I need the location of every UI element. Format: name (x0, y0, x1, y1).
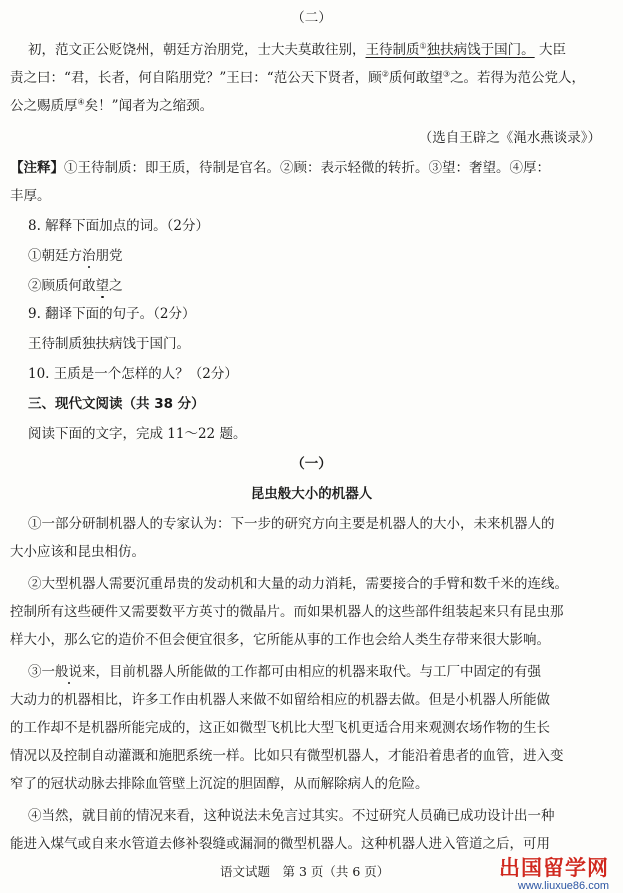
para1-line-2: 大小应该和昆虫相仿。 (10, 544, 145, 560)
para1-line-1: ①一部分研制机器人的专家认为：下一步的研究方向主要是机器人的大小，未来机器人的 (28, 516, 555, 532)
para3-line-5: 窄了的冠状动脉去排除血管壁上沉淀的胆固醇，从而解除病人的危险。 (10, 776, 429, 792)
article-title: 昆虫般大小的机器人 (250, 486, 373, 502)
para2-line-1: ②大型机器人需要沉重昂贵的发动机和大量的动力消耗，需要接合的手臂和数千米的连线。 (28, 576, 568, 592)
reading-instruction: 阅读下面的文字，完成 11～22 题。 (28, 426, 247, 442)
emphasized-phrase: 一般说来 (41, 664, 96, 680)
notes-line-1: 【注释】①王待制质：即王质，待制是官名。②顾：表示轻微的转折。③望：奢望。④厚： (10, 160, 550, 176)
para3-line-3: 的工作却不是机器所能完成的，这正如微型飞机比大型飞机更适合用来观测农场作物的生长 (10, 720, 550, 736)
para4-line-1: ④当然，就目前的情况来看，这种说法未免言过其实。不过研究人员确已成功设计出一种 (28, 808, 555, 824)
para2-line-3: 样大小，那么它的造价不但会便宜很多，它所能从事的工作也会给人类生存带来很大影响。 (10, 632, 550, 648)
notes-line-2: 丰厚。 (10, 188, 51, 204)
question-8-item-1: ①朝廷方治朋党 (28, 248, 123, 264)
question-9-sentence: 王待制质独扶病饯于国门。 (28, 336, 190, 352)
ancient-text-line-3: 公之赐质厚④矣！”闻者为之缩颈。 (10, 97, 214, 114)
page-footer: 语文试题 第 3 页（共 6 页） (220, 864, 390, 879)
para4-line-2: 能进入煤气或自来水管道去修补裂缝或漏洞的微型机器人。这种机器人进入管道之后，可用 (10, 836, 550, 852)
question-10: 10. 王质是一个怎样的人？（2分） (28, 366, 238, 382)
question-8-item-2: ②顾质何敢望之 (28, 278, 123, 294)
para3-line-1: ③一般说来，目前机器人所能做的工作都可由相应的机器来取代。与工厂中固定的有强 (28, 664, 541, 680)
watermark-url: www.liuxue86.com (517, 880, 609, 892)
question-8: 8. 解释下面加点的词。（2分） (28, 218, 210, 234)
para2-line-2: 控制所有这些硬件又需要数平方英寸的微晶片。而如果机器人的这些部件组装起来只有昆虫那 (10, 604, 564, 620)
watermark-logo (499, 852, 609, 892)
source-citation: （选自王辟之《渑水燕谈录》） (418, 130, 601, 146)
watermark-text: 出国留学网 (499, 856, 609, 880)
section-heading-two: （二） (291, 10, 332, 26)
ancient-text-line-2: 责之曰：“君，长者，何自陷朋党？”王曰：“范公天下贤者，顾②质何敢望③之。若得为范公党人， (10, 69, 586, 86)
question-9: 9. 翻译下面的句子。（2分） (28, 306, 196, 322)
para3-line-4: 情况以及控制自动灌溉和施肥系统一样。比如只有微型机器人，才能沿着患者的血管，进入变 (10, 748, 564, 764)
para3-line-2: 大动力的机器相比，许多工作由机器人来做不如留给相应的机器去做。但是小机器人所能做 (10, 692, 550, 708)
subheading-one: （一） (291, 456, 332, 472)
ancient-text-line-1: 初，范文正公贬饶州，朝廷方治朋党，士大夫莫敢往别，王待制质①独扶病饯于国门。 大臣 (28, 41, 566, 58)
modern-reading-section-title: 三、现代文阅读（共 38 分） (28, 396, 205, 412)
